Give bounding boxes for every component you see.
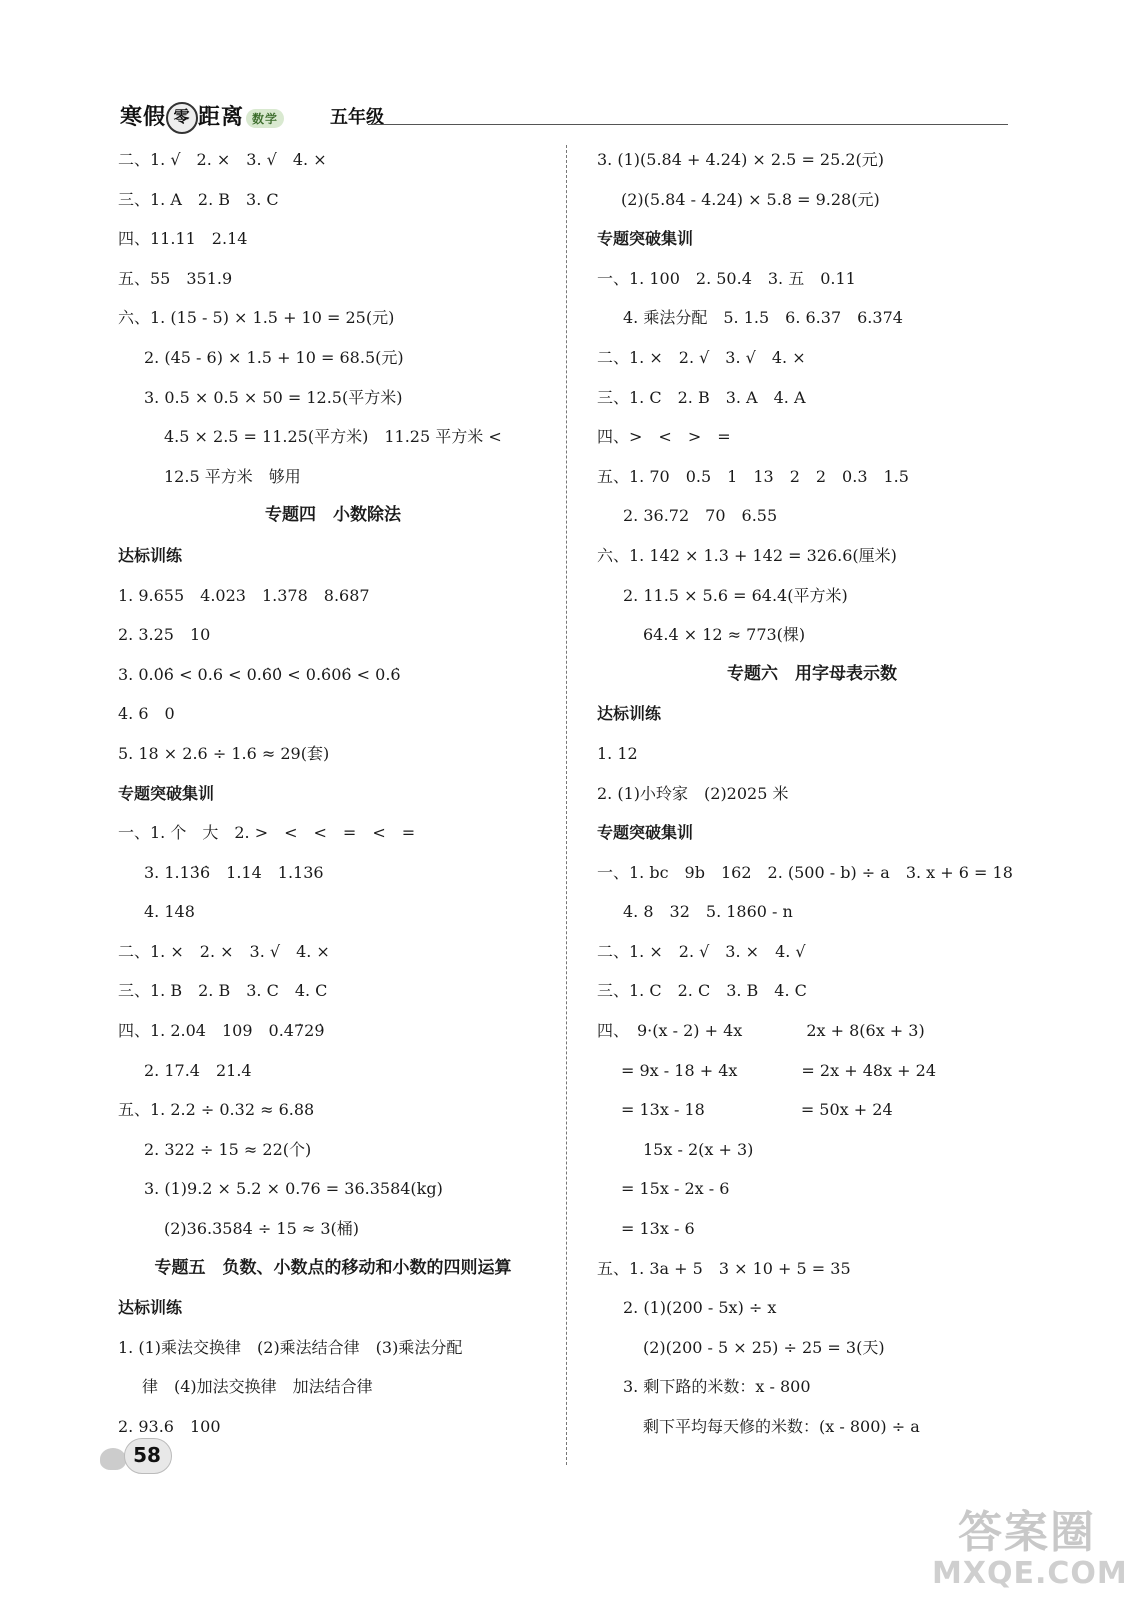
answer-line: = 9x - 18 + 4x = 2x + 48x + 24	[621, 1060, 937, 1080]
answer-line: 1. (1)乘法交换律 (2)乘法结合律 (3)乘法分配	[118, 1337, 463, 1357]
answer-line: 3. (1)(5.84 + 4.24) × 2.5 = 25.2(元)	[597, 150, 885, 169]
answer-line: 五、1. 2.2 ÷ 0.32 ≈ 6.88	[118, 1100, 315, 1120]
answer-line: 六、1. (15 - 5) × 1.5 + 10 = 25(元)	[118, 308, 395, 328]
answer-line: 2. 3.25 10	[118, 625, 211, 645]
answer-line: 三、1. C 2. C 3. B 4. C	[597, 981, 807, 1001]
answer-line: 4. 148	[144, 902, 195, 922]
topic-title: 专题六 用字母表示数	[727, 663, 897, 684]
bird-icon	[100, 1448, 126, 1470]
answer-line: 2. 322 ÷ 15 ≈ 22(个)	[144, 1139, 312, 1159]
answer-line: 五、1. 3a + 5 3 × 10 + 5 = 35	[597, 1258, 851, 1278]
answer-line: 64.4 × 12 ≈ 773(棵)	[643, 625, 806, 645]
grade-label: 五年级	[330, 107, 384, 128]
answer-line: 2. (1)小玲家 (2)2025 米	[597, 783, 789, 803]
page-number-badge	[96, 1438, 186, 1478]
answer-line: 2. 17.4 21.4	[144, 1060, 252, 1080]
answer-line: 三、1. B 2. B 3. C 4. C	[118, 981, 328, 1001]
answer-line: 二、1. × 2. √ 3. × 4. √	[597, 941, 806, 961]
topic-title: 专题四 小数除法	[265, 505, 401, 526]
answer-line: (2)(200 - 5 × 25) ÷ 25 = 3(天)	[643, 1337, 885, 1357]
answer-line: 3. 0.5 × 0.5 × 50 = 12.5(平方米)	[144, 387, 403, 407]
answer-line: 剩下平均每天修的米数：(x - 800) ÷ a	[643, 1417, 920, 1436]
section-heading: 专题突破集训	[597, 823, 694, 843]
answer-line: 3. 1.13̇6̇ 1.14 1.136	[144, 862, 324, 882]
answer-line: 律 (4)加法交换律 加法结合律	[142, 1377, 373, 1397]
answer-line: 4. 乘法分配 5. 1.5 6. 6.37 6.374	[623, 308, 903, 328]
answer-line: 二、1. √ 2. × 3. √ 4. ×	[118, 150, 327, 169]
answer-line: 1. 12	[597, 743, 638, 763]
brand-logo	[120, 100, 284, 134]
answer-line: (2)36.3584 ÷ 15 ≈ 3(桶)	[164, 1219, 360, 1239]
answer-line: 六、1. 142 × 1.3 + 142 = 326.6(厘米)	[597, 545, 897, 565]
answer-line: 2. (1)(200 - 5x) ÷ x	[623, 1298, 777, 1318]
answer-line: 一、1. 个 大 2. > < < = < =	[118, 823, 416, 843]
left-column	[118, 140, 548, 1447]
right-column	[597, 140, 1027, 1447]
answer-line: 二、1. × 2. × 3. √ 4. ×	[118, 941, 330, 961]
answer-line: 4.5 × 2.5 = 11.25(平方米) 11.25 平方米 <	[164, 427, 502, 447]
watermark	[932, 1507, 1128, 1592]
brand-zero-icon: 零	[166, 102, 198, 134]
page-number: 58	[133, 1443, 161, 1467]
answer-line: 四、> < > =	[597, 427, 731, 447]
answer-line: 1. 9.655 4.023 1.378 8.687	[118, 585, 370, 605]
answer-line: 三、1. C 2. B 3. A 4. A	[597, 387, 806, 407]
answer-line: 2. 93.6 100	[118, 1417, 221, 1436]
answer-line: = 13x - 18 = 50x + 24	[621, 1100, 893, 1120]
answer-line: 2. (45 - 6) × 1.5 + 10 = 68.5(元)	[144, 347, 404, 367]
answer-line: 四、11.11 2.14	[118, 229, 248, 249]
answer-line: 15x - 2(x + 3)	[643, 1139, 754, 1159]
watermark-top: 答案圈	[958, 1507, 1096, 1558]
section-heading: 达标训练	[118, 545, 183, 565]
answer-line: (2)(5.84 - 4.24) × 5.8 = 9.28(元)	[621, 189, 880, 209]
answer-line: 12.5 平方米 够用	[164, 466, 301, 486]
page-header	[108, 100, 1008, 132]
answer-line: 3. 剩下路的米数：x - 800	[623, 1377, 811, 1397]
section-heading: 专题突破集训	[597, 229, 694, 249]
subject-badge: 数学	[246, 109, 284, 128]
answer-line: 一、1. 100 2. 50.4 3. 五 0.11	[597, 268, 856, 288]
answer-line: 2. 11.5 × 5.6 = 64.4(平方米)	[623, 585, 848, 605]
answer-line: 4. 8 32 5. 1860 - n	[623, 902, 793, 922]
answer-line: 3. 0.0̇6̇ < 0.6 < 0.6̇0̇ < 0.6̇06̇ < 0.6̇	[118, 664, 401, 684]
brand-post: 距离	[198, 105, 245, 130]
answer-line: 三、1. A 2. B 3. C	[118, 189, 279, 209]
answer-line: 一、1. bc 9b 162 2. (500 - b) ÷ a 3. x + 6 = 18	[597, 862, 1013, 882]
section-heading: 达标训练	[118, 1298, 183, 1318]
topic-title: 专题五 负数、小数点的移动和小数的四则运算	[154, 1257, 512, 1278]
answer-line: 五、55 351.9	[118, 268, 233, 288]
answer-line: 二、1. × 2. √ 3. √ 4. ×	[597, 347, 806, 367]
answer-line: 3. (1)9.2 × 5.2 × 0.76 = 36.3584(kg)	[144, 1179, 443, 1199]
answer-line: = 15x - 2x - 6	[621, 1179, 730, 1199]
column-divider	[566, 145, 567, 1465]
answer-line: = 13x - 6	[621, 1219, 695, 1239]
header-rule	[368, 124, 1008, 125]
section-heading: 达标训练	[597, 704, 662, 724]
brand-pre: 寒假	[120, 105, 167, 130]
watermark-bottom: MXQE.COM	[932, 1556, 1128, 1591]
answer-line: 2. 36.72 70 6.55	[623, 506, 778, 526]
answer-line: 五、1. 70 0.5 1 13 2 2 0.3 1.5	[597, 466, 909, 486]
answer-line: 四、 9·(x - 2) + 4x 2x + 8(6x + 3)	[597, 1021, 925, 1041]
answer-line: 四、1. 2.04 109 0.47̇29̇	[118, 1021, 325, 1041]
answer-line: 5. 18 × 2.6 ÷ 1.6 ≈ 29(套)	[118, 743, 330, 763]
section-heading: 专题突破集训	[118, 783, 215, 803]
answer-line: 4. 6 0	[118, 704, 175, 724]
